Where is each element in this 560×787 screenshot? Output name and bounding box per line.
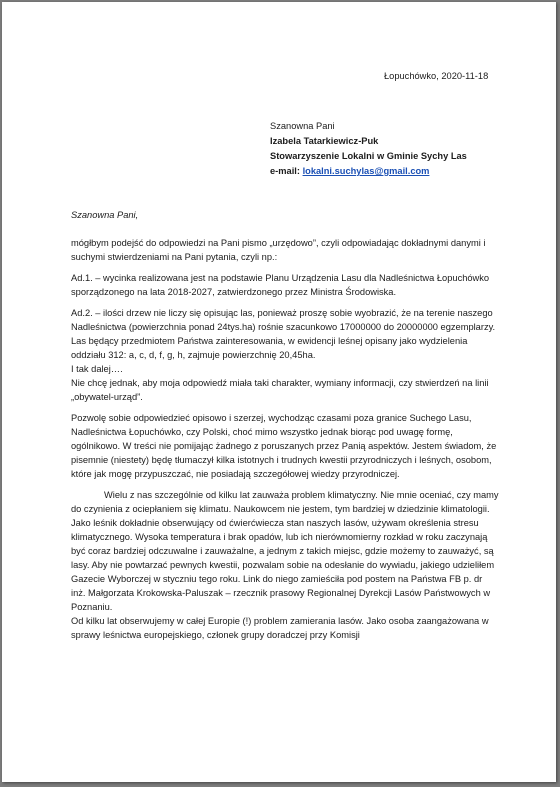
email-label: e-mail: xyxy=(270,166,303,176)
paragraph-and-so-on: I tak dalej…. xyxy=(71,364,123,374)
recipient-greeting: Szanowna Pani xyxy=(270,121,335,131)
paragraph-climate: Wielu z nas szczególnie od kilku lat zauważa problem klimatyczny. Nie mnie oceniać, czy mamy do czynienia z ociepłaniem się klimatu. Naukowcem nie jestem, tym bardziej w dziedzinie klimatologii. Jako leśnik dokładnie obserwujący od ćwierćwiecza stan naszych lasów, używam określenia stresu klimatycznego. Wysoka temperatura i brak opadów, lub ich nierównomierny rozkład w roku zaczynają być coraz bardziej odczuwalne i zauważalne, a jednym z takich miejsc, gdzie możemy to zauważyć, są lasy. Aby nie powtarzać pewnych kwestii, pozwalam sobie na odesłanie do wywiadu, jakiego udzieliłem Gazecie Wyborczej w styczniu tego roku. Link do niego zamieściła pod postem na Państwa FB p. dr inż. Małgorzata Krokowska-Paluszak – rzecznik prasowy Regionalnej Dyrekcji Lasów Państwowych w Poznaniu. xyxy=(71,490,499,612)
document-page xyxy=(2,2,556,782)
recipient-name: Izabela Tatarkiewicz-Puk xyxy=(270,136,379,146)
paragraph-ad2: Ad.2. – ilości drzew nie liczy się opisując las, ponieważ proszę sobie wyobrazić, że na terenie naszego Nadleśnictwa (powierzchnia ponad 24tys.ha) rośnie szacunkowo 17000000 do 20000000 egzemplarzy. Las będący przedmiotem Państwa zainteresowania, w ewidencji leśnej opisany jako wydzielenia oddziału 312: a, c, d, f, g, h, zajmuje powierzchnię 20,45ha. xyxy=(71,308,496,360)
letter-date: Łopuchówko, 2020-11-18 xyxy=(384,71,489,81)
email-link[interactable]: lokalni.suchylas@gmail.com xyxy=(302,166,430,176)
salutation: Szanowna Pani, xyxy=(71,210,139,220)
paragraph-not-official: Nie chcę jednak, aby moja odpowiedź miała taki charakter, wymiany informacji, czy stwierdzeń na linii „obywatel-urząd”. xyxy=(71,378,489,402)
paragraph-descriptive: Pozwolę sobie odpowiedzieć opisowo i szerzej, wychodząc czasami poza granice Suchego Lasu, Nadleśnictwa Łopuchówko, czy Polski, choć mimo wszystko jednak biorąc pod uwagę formę, ogólnikowo. W treści nie pomijając żadnego z poruszanych przez Panią aspektów. Jestem świadom, że pisemnie (niestety) będę tłumaczył kilka istotnych i trudnych kwestii przyrodniczych i leśnych, osobom, które jak mogę przypuszczać, nie posiadają szczegółowej wiedzy przyrodniczej. xyxy=(71,413,497,479)
recipient-organization: Stowarzyszenie Lokalni w Gminie Sychy Las xyxy=(270,151,467,161)
letter-body xyxy=(71,236,499,649)
paragraph-intro: mógłbym podejść do odpowiedzi na Pani pismo „urzędowo”, czyli odpowiadając dokładnymi danymi i suchymi stwierdzeniami na Pani pytania, czyli np.: xyxy=(71,238,486,262)
recipient-email-row xyxy=(270,164,467,179)
paragraph-europe: Od kilku lat obserwujemy w całej Europie (!) problem zamierania lasów. Jako osoba zaangażowana w sprawy leśnictwa europejskiego, członek grupy doradczej przy Komisji xyxy=(71,616,489,640)
recipient-block xyxy=(270,119,467,179)
paragraph-ad1: Ad.1. – wycinka realizowana jest na podstawie Planu Urządzenia Lasu dla Nadleśnictwa Łopuchówko sporządzonego na lata 2018-2027, zatwierdzonego przez Ministra Środowiska. xyxy=(71,273,490,297)
